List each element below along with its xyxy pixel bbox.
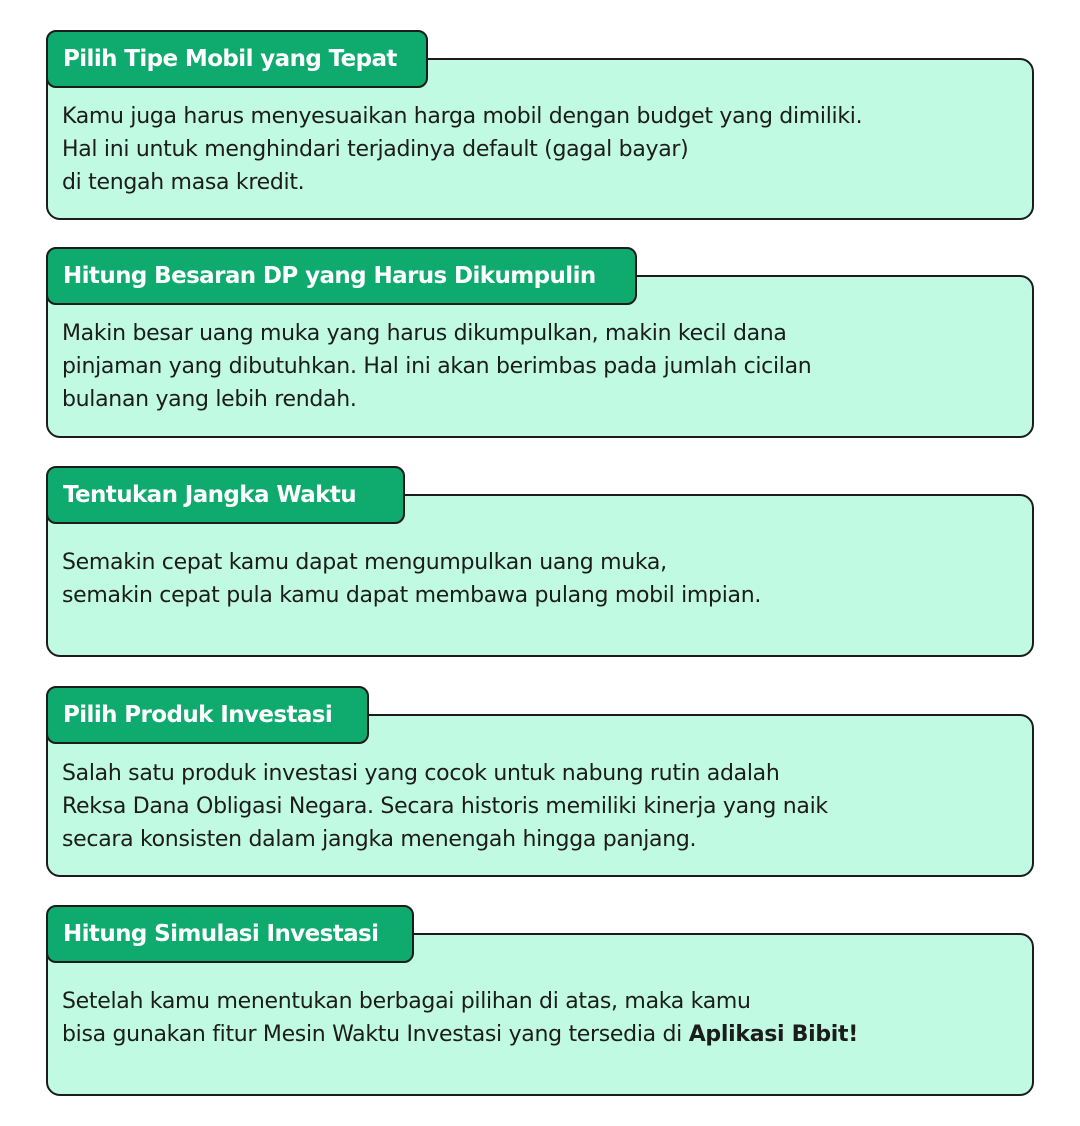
text-line: Makin besar uang muka yang harus dikumpulkan, makin kecil dana xyxy=(62,321,787,346)
tip-card-text xyxy=(62,985,1022,1051)
tip-card-title: Pilih Produk Investasi xyxy=(46,686,369,744)
text-line: Reksa Dana Obligasi Negara. Secara historis memiliki kinerja yang naik xyxy=(62,794,828,819)
tip-card-5 xyxy=(0,905,1080,1096)
tip-card-title: Hitung Besaran DP yang Harus Dikumpulin xyxy=(46,247,637,305)
text-line: bulanan yang lebih rendah. xyxy=(62,387,357,412)
text-line xyxy=(62,1018,1022,1051)
tip-card-title: Tentukan Jangka Waktu xyxy=(46,466,405,524)
text-line: di tengah masa kredit. xyxy=(62,170,305,195)
tip-card-4 xyxy=(0,686,1080,877)
app-name-highlight: Aplikasi Bibit! xyxy=(688,1022,858,1047)
tip-card-2 xyxy=(0,247,1080,438)
tip-card-3 xyxy=(0,466,1080,657)
text-line: Kamu juga harus menyesuaikan harga mobil dengan budget yang dimiliki. xyxy=(62,104,863,129)
text-line: Semakin cepat kamu dapat mengumpulkan uang muka, xyxy=(62,550,667,575)
text-line: secara konsisten dalam jangka menengah hingga panjang. xyxy=(62,827,697,852)
tip-card-title: Hitung Simulasi Investasi xyxy=(46,905,414,963)
text-segment: bisa gunakan fitur Mesin Waktu Investasi yang tersedia di xyxy=(62,1022,682,1047)
text-line: Hal ini untuk menghindari terjadinya default (gagal bayar) xyxy=(62,137,689,162)
tip-card-title: Pilih Tipe Mobil yang Tepat xyxy=(46,30,428,88)
tip-card-1 xyxy=(0,30,1080,220)
tip-card-text xyxy=(62,317,1022,416)
text-line: Setelah kamu menentukan berbagai pilihan di atas, maka kamu xyxy=(62,989,751,1014)
tip-card-text xyxy=(62,100,1022,199)
text-line: pinjaman yang dibutuhkan. Hal ini akan berimbas pada jumlah cicilan xyxy=(62,354,812,379)
text-line: semakin cepat pula kamu dapat membawa pulang mobil impian. xyxy=(62,583,762,608)
text-line: Salah satu produk investasi yang cocok untuk nabung rutin adalah xyxy=(62,761,780,786)
tip-card-text xyxy=(62,757,1022,856)
tip-card-text xyxy=(62,546,1022,612)
